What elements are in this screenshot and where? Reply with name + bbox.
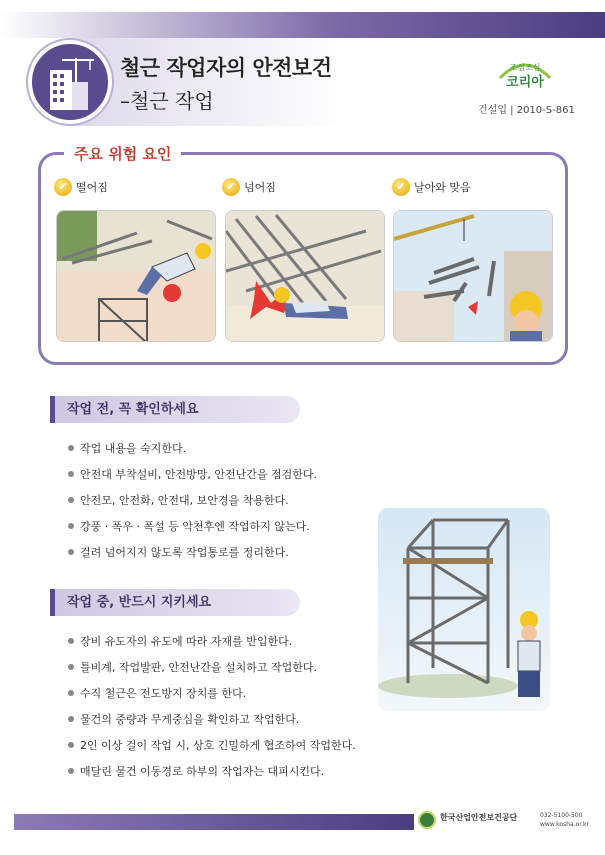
building-crane-icon [28,40,112,124]
list-item: 물건의 중량과 무게중심을 확인하고 작업한다. [68,711,299,727]
hazard-label-fall [54,178,108,196]
bullet-icon [68,742,74,748]
document-code: 건설업 | 2010-S-861 [478,105,575,116]
scaffold-illustration [378,508,550,711]
list-item: 틀비계, 작업발판, 안전난간을 설치하고 작업한다. [68,659,317,675]
list-item: 수직 철근은 전도방지 장치를 한다. [68,685,246,701]
hazard-text: 날아와 맞음 [414,181,471,194]
risk-panel-title: 주요 위험 요인 [64,143,181,164]
list-item: 안전대 부착설비, 안전방망, 안전난간을 점검한다. [68,466,317,482]
footer-org-name: 한국산업안전보건공단 [440,813,518,822]
bullet-icon [68,549,74,555]
bullet-icon [68,497,74,503]
kosha-logo-icon [418,811,436,829]
list-item: 매달린 물건 이동경로 하부의 작업자는 대피시킨다. [68,763,324,779]
bullet-icon [68,638,74,644]
footer-url[interactable]: www.kosha.or.kr [540,821,589,828]
before-work-heading: 작업 전, 꼭 확인하세요 [50,396,300,423]
bullet-icon [68,768,74,774]
footer-band [14,814,414,830]
check-icon: ✔ [54,178,72,196]
bullet-icon [68,690,74,696]
list-item: 강풍 · 폭우 · 폭설 등 악천후엔 작업하지 않는다. [68,518,310,534]
check-icon: ✔ [222,178,240,196]
hazard-text: 떨어짐 [76,181,108,194]
badge-top-text: 조심조심 [509,63,541,72]
hazard-label-struck [392,178,471,196]
bullet-icon [68,664,74,670]
bullet-icon [68,445,74,451]
page-title: 철근 작업자의 안전보건 [120,56,332,80]
hazard-text: 넘어짐 [244,181,276,194]
list-item: 2인 이상 걸이 작업 시, 상호 긴밀하게 협조하여 작업한다. [68,737,356,753]
during-work-heading: 작업 중, 반드시 지키세요 [50,589,300,616]
footer-contact [540,811,589,829]
footer-phone: 032-5100-500 [540,812,583,819]
header-band [0,12,605,38]
bullet-icon [68,716,74,722]
struck-illustration [393,210,553,342]
trip-illustration [225,210,385,342]
hazard-label-trip [222,178,276,196]
page-subtitle: –철근 작업 [120,89,214,113]
badge-main-text: 코리아 [506,75,544,90]
fall-illustration [56,210,216,342]
safety-korea-logo [496,56,554,90]
list-item: 장비 유도자의 유도에 따라 자재를 반입한다. [68,633,292,649]
list-item: 걸려 넘어지지 않도록 작업통로를 정리한다. [68,544,289,560]
list-item: 작업 내용을 숙지한다. [68,440,186,456]
bullet-icon [68,523,74,529]
list-item: 안전모, 안전화, 안전대, 보안경을 착용한다. [68,492,289,508]
check-icon: ✔ [392,178,410,196]
bullet-icon [68,471,74,477]
